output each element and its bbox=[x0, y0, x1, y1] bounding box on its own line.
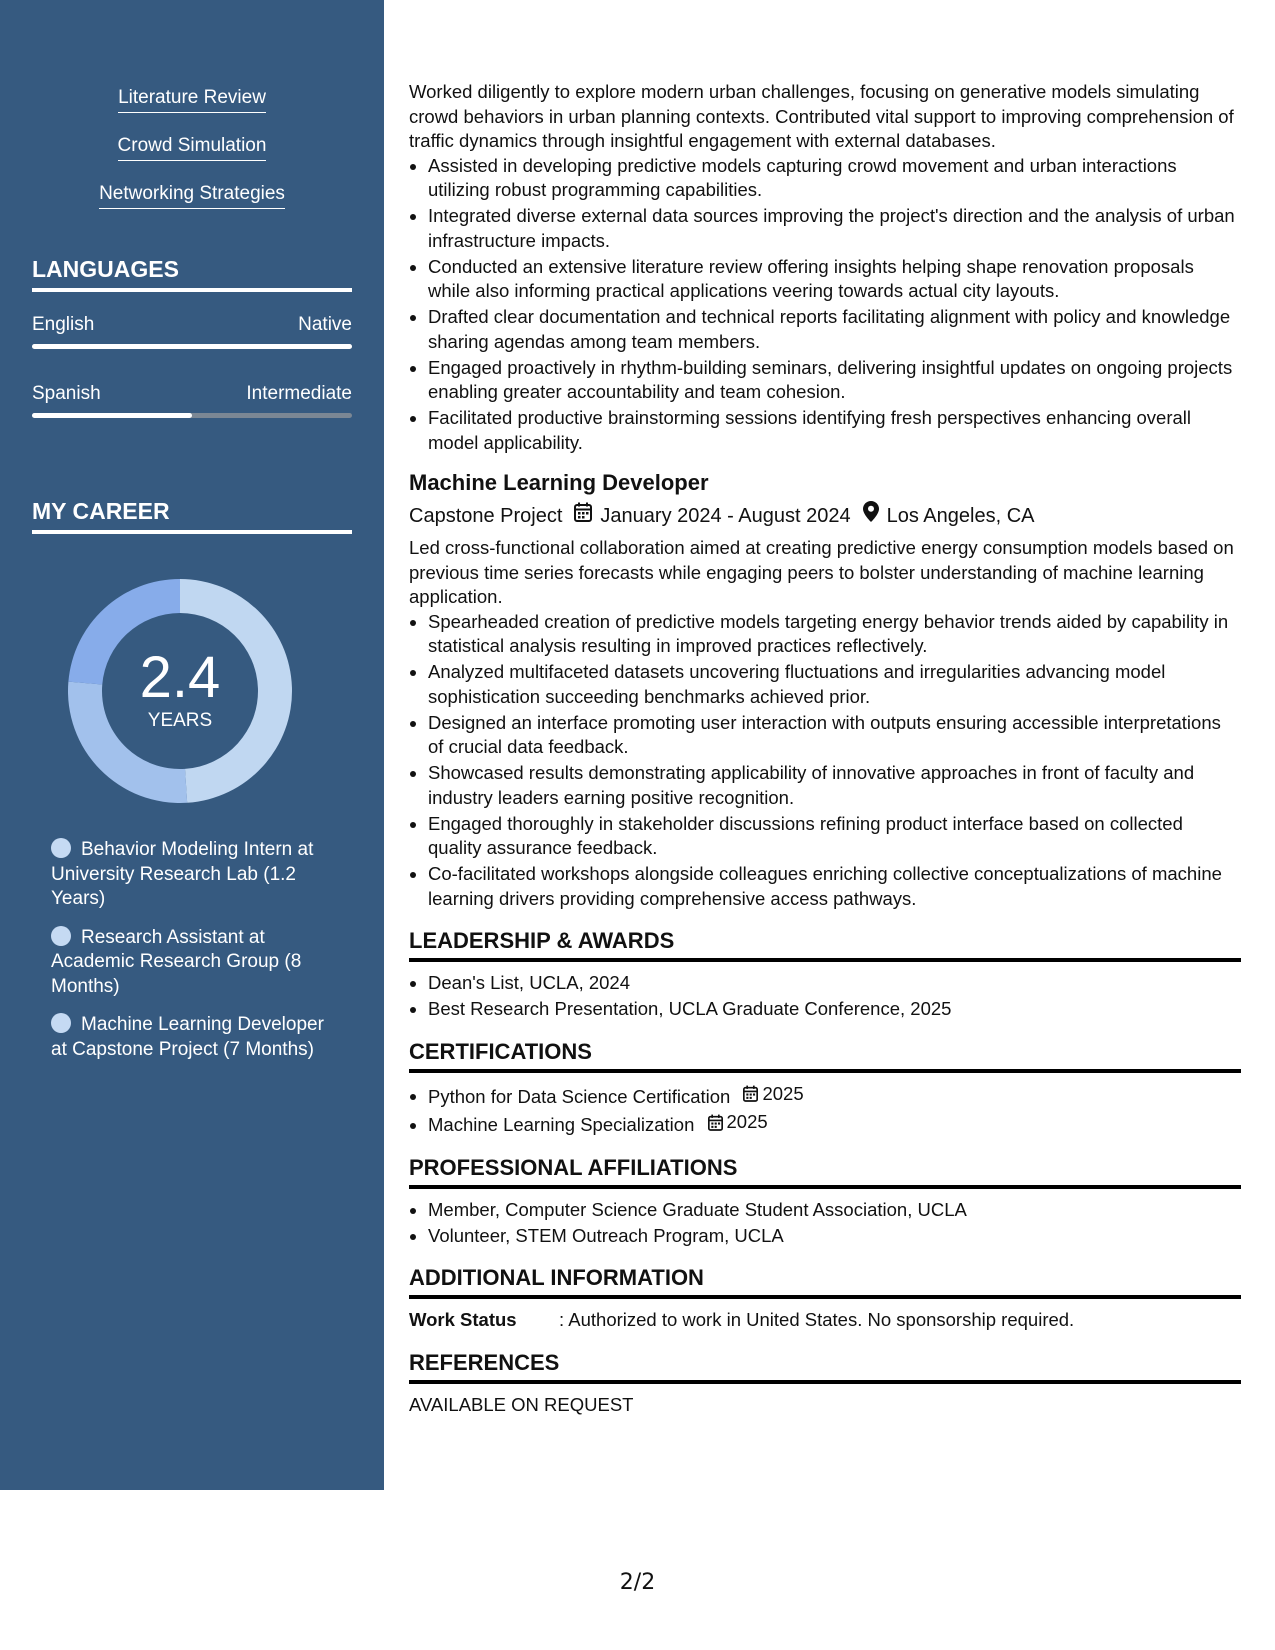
skill-link-crowd-simulation[interactable]: Crowd Simulation bbox=[118, 134, 267, 161]
work-status-label: Work Status bbox=[409, 1309, 517, 1330]
language-row-spanish bbox=[32, 383, 352, 405]
career-item bbox=[51, 838, 341, 912]
list-item: • Co-facilitated workshops alongside colleagues enriching collective conceptualizations of machine learning drivers providing comprehensive access pathways. bbox=[428, 862, 1241, 911]
language-bar-fill bbox=[32, 413, 192, 418]
language-bar-spanish bbox=[32, 413, 352, 418]
languages-heading: LANGUAGES bbox=[32, 254, 352, 292]
calendar-icon bbox=[708, 1114, 723, 1131]
certification-item bbox=[428, 1082, 1241, 1109]
job-dates: January 2024 - August 2024 bbox=[600, 504, 851, 527]
language-level: Intermediate bbox=[246, 383, 352, 404]
career-item bbox=[51, 1013, 341, 1062]
list-item: • Designed an interface promoting user interaction with outputs ensuring accessible interpretations of crucial data feedback. bbox=[428, 711, 1241, 760]
skill-link-networking-strategies[interactable]: Networking Strategies bbox=[99, 182, 285, 209]
career-donut-chart bbox=[65, 576, 295, 806]
sidebar bbox=[0, 0, 384, 1490]
calendar-icon bbox=[574, 502, 592, 530]
certification-name: Python for Data Science Certification bbox=[428, 1085, 731, 1107]
references-text: AVAILABLE ON REQUEST bbox=[409, 1393, 634, 1415]
language-bar-english bbox=[32, 344, 352, 349]
job-location: Los Angeles, CA bbox=[886, 504, 1035, 527]
list-item: • Facilitated productive brainstorming sessions identifying fresh perspectives enhancing overall model applicability. bbox=[428, 406, 1241, 455]
career-item-label: Research Assistant at Academic Research Group (8 Months) bbox=[51, 926, 302, 997]
affiliations-list bbox=[409, 1198, 1241, 1249]
language-name: Spanish bbox=[32, 383, 101, 404]
list-item: • Best Research Presentation, UCLA Graduate Conference, 2025 bbox=[428, 997, 1241, 1022]
list-item: • Conducted an extensive literature review offering insights helping shape renovation proposals while also informing practical applications veering towards actual city layouts. bbox=[428, 255, 1241, 304]
certification-name: Machine Learning Specialization bbox=[428, 1114, 695, 1135]
affiliations-heading: PROFESSIONAL AFFILIATIONS bbox=[409, 1154, 1241, 1189]
skill-links bbox=[0, 86, 384, 230]
career-legend bbox=[51, 838, 341, 1076]
list-item: • Assisted in developing predictive models capturing crowd movement and urban interactions utilizing robust programming capabilities. bbox=[428, 154, 1241, 203]
list-item: • Volunteer, STEM Outreach Program, UCLA bbox=[428, 1224, 1241, 1249]
career-item-label: Behavior Modeling Intern at University Research Lab (1.2 Years) bbox=[51, 839, 314, 909]
certifications-heading: CERTIFICATIONS bbox=[409, 1038, 1241, 1073]
location-pin-icon bbox=[863, 501, 879, 530]
work-status-value: : Authorized to work in United States. No sponsorship required. bbox=[559, 1309, 1075, 1330]
leadership-list bbox=[409, 971, 1241, 1022]
language-level: Native bbox=[298, 314, 352, 335]
list-item: • Dean's List, UCLA, 2024 bbox=[428, 971, 1241, 996]
list-item: • Engaged proactively in rhythm-building seminars, delivering insightful updates on ongoing projects enabling greater accountability and team cohesion. bbox=[428, 356, 1241, 405]
prev-job-bullets bbox=[409, 154, 1241, 456]
skill-link-literature-review[interactable]: Literature Review bbox=[118, 86, 266, 113]
leadership-heading: LEADERSHIP & AWARDS bbox=[409, 927, 1241, 962]
career-dot-icon bbox=[51, 926, 71, 946]
career-total-number: 2.4 bbox=[139, 645, 221, 710]
list-item: • Integrated diverse external data sources improving the project's direction and the analysis of urban infrastructure impacts. bbox=[428, 204, 1241, 253]
language-name: English bbox=[32, 314, 95, 335]
calendar-icon bbox=[743, 1085, 758, 1102]
career-heading: MY CAREER bbox=[32, 496, 352, 534]
job-bullets bbox=[409, 610, 1241, 912]
certification-item bbox=[428, 1110, 1241, 1137]
main-content bbox=[409, 80, 1241, 1417]
language-bar-fill bbox=[32, 344, 352, 349]
work-status-row bbox=[409, 1308, 1241, 1333]
list-item: • Analyzed multifaceted datasets uncovering fluctuations and irregularities advancing model sophistication succeeding benchmarks achieved prior. bbox=[428, 660, 1241, 709]
list-item: • Member, Computer Science Graduate Student Association, UCLA bbox=[428, 1198, 1241, 1223]
list-item: • Drafted clear documentation and technical reports facilitating alignment with policy and knowledge sharing agendas among team members. bbox=[428, 305, 1241, 354]
job-summary: Led cross-functional collaboration aimed at creating predictive energy consumption models based on previous time series forecasts while engaging peers to bolster understanding of machine learning application. bbox=[409, 537, 1234, 607]
career-total-unit: YEARS bbox=[147, 710, 213, 731]
job-meta bbox=[409, 501, 1241, 530]
job-company: Capstone Project bbox=[409, 504, 563, 527]
prev-job-summary: Worked diligently to explore modern urban challenges, focusing on generative models simulating crowd behaviors in urban planning contexts. Contributed vital support to improving comprehension of traffic dynamics through insightful engagement with external databases. bbox=[409, 81, 1234, 151]
career-dot-icon bbox=[51, 1013, 71, 1033]
list-item: • Spearheaded creation of predictive models targeting energy behavior trends aided by capability in statistical analysis resulting in improved practices reflectively. bbox=[428, 610, 1241, 659]
list-item: • Showcased results demonstrating applicability of innovative approaches in front of faculty and industry leaders earning positive recognition. bbox=[428, 761, 1241, 810]
career-item bbox=[51, 926, 341, 1000]
career-item-label: Machine Learning Developer at Capstone Project (7 Months) bbox=[51, 1014, 324, 1060]
references-heading: REFERENCES bbox=[409, 1349, 1241, 1384]
page-number: 2/2 bbox=[619, 1570, 656, 1595]
certification-year: 2025 bbox=[762, 1082, 804, 1104]
career-dot-icon bbox=[51, 838, 71, 858]
language-row-english bbox=[32, 314, 352, 336]
list-item: • Engaged thoroughly in stakeholder discussions refining product interface based on collected quality assurance feedback. bbox=[428, 812, 1241, 861]
job-title: Machine Learning Developer bbox=[409, 470, 709, 495]
additional-info-heading: ADDITIONAL INFORMATION bbox=[409, 1264, 1241, 1299]
certifications-list bbox=[409, 1082, 1241, 1138]
certification-year: 2025 bbox=[726, 1111, 768, 1133]
